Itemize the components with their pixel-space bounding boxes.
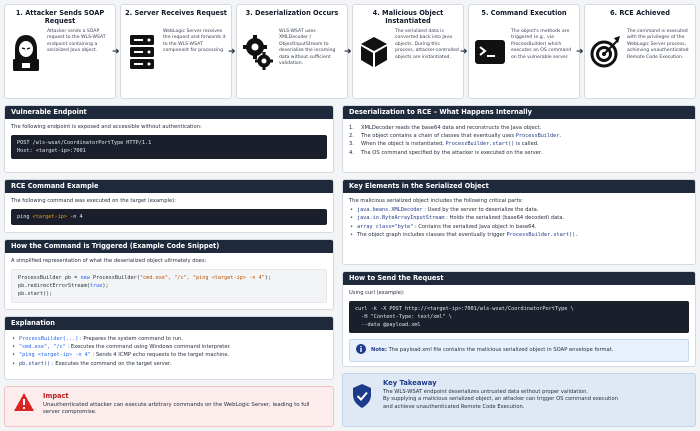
step-5: [468, 4, 584, 99]
code-token: array class="byte": [357, 223, 414, 230]
step-text: WebLogic Server receives the request and forwards it to the WLS-WSAT component for processing.: [163, 29, 226, 54]
step-2: [120, 4, 236, 99]
step-text: Attacker sends a SOAP request to the WLS-WSAT endpoint containing a serialized Java object.: [47, 29, 106, 54]
panel-description: The following endpoint is exposed and accessible without authentication:: [11, 124, 202, 130]
panel-title: Key Elements in the Serialized Object: [343, 180, 695, 193]
impact-text: Unauthenticated attacker can execute arbitrary commands on the WebLogic Server, leading to full server compromise.: [43, 402, 310, 416]
code-token: ProcessBuilder.start().: [506, 231, 579, 238]
curl-command-block: [349, 301, 689, 333]
deserialization-panel: [342, 105, 696, 173]
step-title: 5. Command Execution: [481, 9, 567, 17]
step-text: The command is executed with the privileges of the WebLogic Server process, achieving unauthenticated Remote Code Execution.: [627, 29, 689, 60]
cube-icon: [357, 29, 391, 75]
step-3: [236, 4, 352, 99]
item-text: : Executes the command using Windows command interpreter.: [65, 344, 231, 351]
code-token: "cmd.exe", "/c", "ping <target-ip> -n 4": [139, 275, 265, 282]
panel-description: A simplified representation of what the deserialized object ultimately does:: [11, 258, 207, 264]
note-label: Note:: [371, 347, 387, 354]
code-token: pb.start(): [19, 360, 51, 367]
panel-title: Deserialization to RCE – What Happens Internally: [343, 106, 695, 119]
target-ip-placeholder: <target-ip>: [32, 214, 67, 221]
key-elements-panel: [342, 179, 696, 265]
step-title: 4. Malicious Object Instantiated: [372, 9, 444, 25]
item-text: : Holds the serialized (base64 decoded) data.: [444, 215, 565, 222]
code-token: java.io.ByteArrayInputStream: [357, 215, 445, 222]
item-text: : Prepares the system command to run.: [78, 336, 183, 342]
code-token: "ping <target-ip> -n 4": [19, 352, 91, 359]
panel-title: Explanation: [5, 317, 333, 330]
step-1: [4, 4, 120, 99]
item-text: .: [559, 133, 562, 140]
command-text: -n 4: [66, 214, 83, 221]
attack-flow-steps: [4, 4, 696, 99]
shield-check-icon: [351, 379, 373, 421]
server-icon: [125, 29, 159, 75]
step-6: [584, 4, 696, 99]
arrow-right-icon: ➜: [460, 47, 468, 57]
list-item: [11, 336, 327, 343]
rce-command-panel: [4, 179, 334, 233]
command-text: ping: [17, 214, 33, 221]
item-text: : Used by the server to deserialize the data.: [422, 207, 539, 214]
list-item: [349, 150, 689, 157]
item-text: XMLDecoder reads the base64 data and reconstructs the Java object.: [361, 125, 542, 131]
panel-description: The following command was executed on the target (example):: [11, 198, 176, 204]
list-item: [349, 224, 689, 231]
vulnerable-endpoint-panel: [4, 105, 334, 173]
code-token: new: [80, 275, 90, 282]
code-snippet: [11, 269, 327, 303]
send-request-panel: [342, 271, 696, 367]
list-item: [11, 344, 327, 351]
impact-callout: [4, 386, 334, 427]
item-text: : Executes the command on the target server.: [50, 360, 172, 367]
code-line: curl -k -X POST http://<target-ip>:7001/wls-wsat/CoordinatorPortType \: [355, 306, 574, 313]
trigger-code-panel: [4, 239, 334, 310]
step-title: 1. Attacker Sends SOAP Request: [15, 9, 105, 25]
code-token: ProcessBuilder.start(): [445, 141, 515, 148]
step-title: 3. Deserialization Occurs: [245, 9, 339, 17]
item-text: : Contains the serialized Java object in base64.: [413, 223, 537, 230]
item-number: 4.: [349, 149, 354, 156]
item-text: The object contains a chain of classes that eventually uses: [361, 133, 516, 140]
step-text: The serialized data is converted back into Java objects. During this process, attacker-controlled objects are instantiated.: [395, 29, 459, 60]
code-token: ProcessBuilder: [515, 133, 560, 140]
impact-title: Impact: [43, 392, 69, 400]
note-callout: [349, 339, 689, 362]
code-line: POST /wls-wsat/CoordinatorPortType HTTP/1.1: [17, 140, 152, 147]
code-line: --data @payload.xml: [355, 322, 421, 329]
takeaway-text: and achieve unauthenticated Remote Code Execution.: [383, 403, 525, 410]
warning-icon: [13, 392, 35, 421]
code-line: -H "Content-Type: text/xml" \: [355, 314, 452, 321]
item-text: When the object is instantiated,: [361, 141, 446, 148]
list-item: [349, 141, 689, 148]
terminal-icon: [473, 29, 507, 75]
step-title: 2. Server Receives Request: [125, 9, 227, 17]
code-token: true: [89, 283, 103, 290]
list-item: [11, 361, 327, 368]
arrow-right-icon: ➜: [576, 47, 584, 57]
takeaway-title: Key Takeaway: [383, 379, 437, 387]
target-icon: [589, 29, 623, 75]
step-text: WLS-WSAT uses XMLDecoder / ObjectInputStream to deserialize the incoming data without sufficient validation.: [279, 29, 336, 67]
list-item: [349, 232, 689, 239]
step-title: 6. RCE Achieved: [609, 9, 671, 17]
panel-title: RCE Command Example: [5, 180, 333, 193]
list-item: [349, 207, 689, 214]
info-icon: [356, 344, 366, 357]
arrow-right-icon: ➜: [228, 47, 236, 57]
code-token: "cmd.exe", "/c": [19, 344, 66, 351]
code-token: pb.redirectErrorStream(: [18, 283, 90, 290]
item-text: The object graph includes classes that eventually trigger: [357, 231, 507, 238]
item-number: 3.: [349, 141, 354, 148]
arrow-right-icon: ➜: [112, 47, 120, 57]
panel-description: Using curl (example):: [349, 290, 405, 296]
key-takeaway-callout: [342, 373, 696, 427]
note-text: The payload.xml file contains the malicious serialized object in SOAP envelope format.: [386, 347, 614, 354]
code-token: ProcessBuilder(: [89, 275, 140, 282]
code-line: Host: <target-ip>:7001: [17, 148, 86, 155]
step-text: The object's methods are triggered (e.g., via ProcessBuilder) which executes an OS command on the vulnerable server.: [511, 29, 572, 60]
explanation-panel: [4, 316, 334, 380]
arrow-right-icon: ➜: [344, 47, 352, 57]
item-number: 1.: [349, 125, 354, 131]
code-token: ProcessBuilder pb =: [18, 275, 81, 282]
code-token: ProcessBuilder(...): [19, 336, 79, 342]
panel-description: The malicious serialized object includes the following critical parts:: [349, 198, 523, 204]
rce-command-code: [11, 209, 327, 225]
item-text: : Sends 4 ICMP echo requests to the target machine.: [90, 352, 230, 359]
list-item: [11, 352, 327, 359]
endpoint-code-block: [11, 135, 327, 159]
panel-title: How the Command is Triggered (Example Code Snippet): [5, 240, 333, 253]
list-item: [349, 215, 689, 222]
code-token: );: [264, 275, 272, 282]
code-token: );: [102, 283, 109, 290]
gears-icon: [241, 29, 275, 75]
panel-title: How to Send the Request: [343, 272, 695, 285]
panel-title: Vulnerable Endpoint: [5, 106, 333, 119]
hacker-icon: [9, 29, 43, 75]
item-text: is called.: [514, 141, 539, 148]
list-item: [349, 125, 689, 132]
code-token: java.beans.XMLDecoder: [357, 207, 423, 214]
step-4: [352, 4, 468, 99]
code-line: pb.start();: [18, 291, 53, 298]
takeaway-text: By supplying a malicious serialized object, an attacker can trigger OS command execution: [383, 396, 618, 403]
list-item: [349, 133, 689, 140]
takeaway-text: The WLS-WSAT endpoint deserializes untrusted data without proper validation.: [383, 389, 589, 395]
item-number: 2.: [349, 133, 354, 140]
item-text: The OS command specified by the attacker is executed on the server.: [361, 149, 543, 156]
